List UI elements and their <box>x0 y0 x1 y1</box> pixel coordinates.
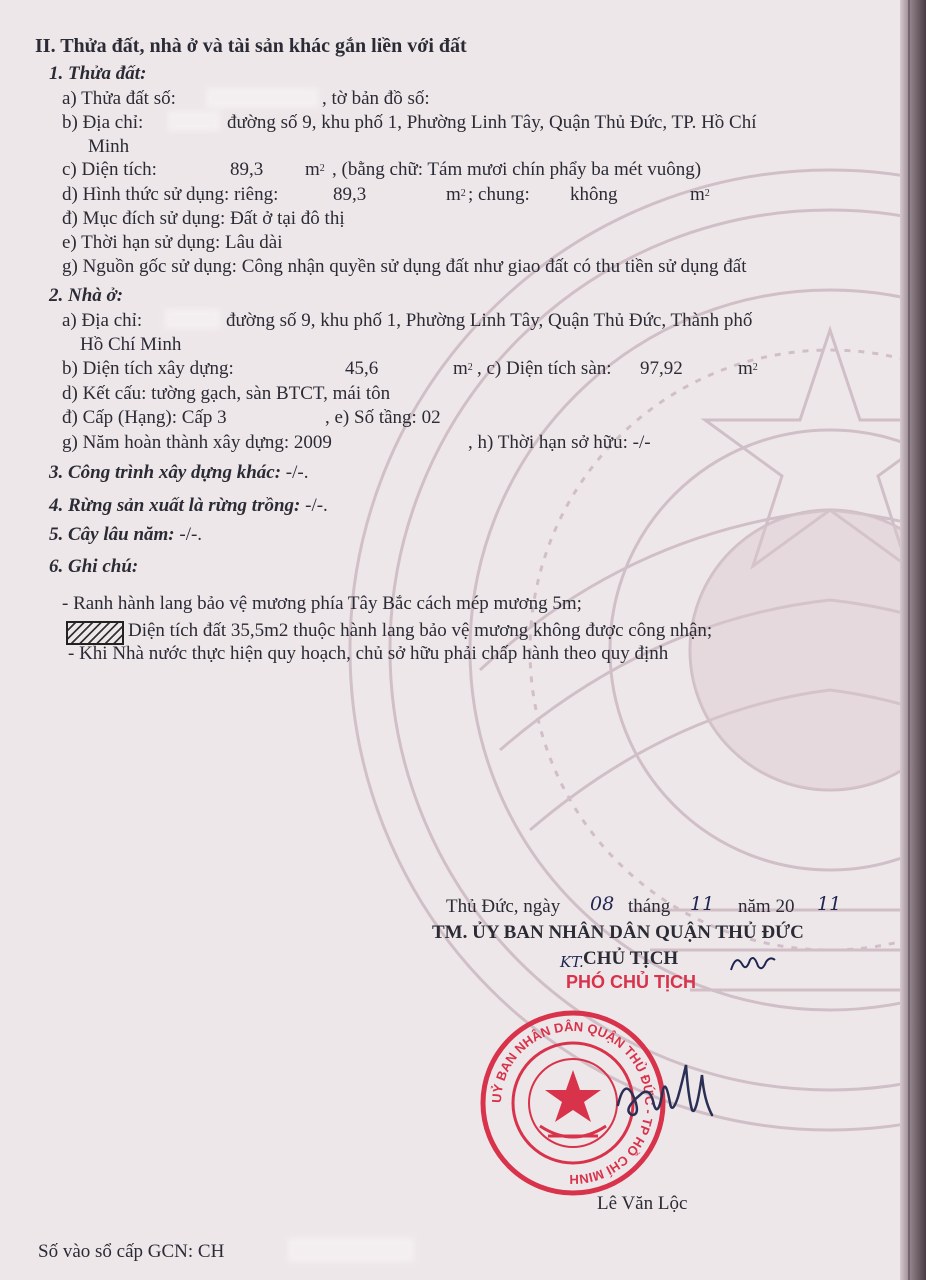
sign-year-label: năm 20 <box>738 896 795 917</box>
hatched-area-legend-icon <box>66 621 124 645</box>
house-heading: 2. Nhà ở: <box>49 285 124 306</box>
floor-area-unit: $m^2$ <box>738 358 758 379</box>
redacted-house-number <box>168 111 220 131</box>
place-date-prefix: Thủ Đức, ngày <box>446 896 561 917</box>
sign-month-label: tháng <box>628 896 671 917</box>
usage-private-unit: $m^2$ <box>446 184 466 205</box>
section-title: II. Thửa đất, nhà ở và tài sản khác gắn liền với đất <box>35 35 467 57</box>
vice-chairman-stamp: PHÓ CHỦ TỊCH <box>566 972 696 992</box>
house-address-line2: Hồ Chí Minh <box>80 334 182 355</box>
page-binding-edge <box>900 0 926 1280</box>
redacted-house-address-number <box>165 309 220 329</box>
initial-signature-mark <box>728 950 778 976</box>
house-grade: đ) Cấp (Hạng): Cấp 3 <box>62 407 227 428</box>
sign-year-suffix: 11 <box>817 893 842 915</box>
built-area-value: 45,6 <box>345 358 379 379</box>
floor-area-label: , c) Diện tích sàn: <box>477 358 612 379</box>
built-area-unit: $m^2$ <box>453 358 473 379</box>
house-completion-year: g) Năm hoàn thành xây dựng: 2009 <box>62 432 332 453</box>
handwritten-signature <box>610 1055 720 1135</box>
note-item-3: - Khi Nhà nước thực hiện quy hoạch, chủ sở hữu phải chấp hành theo quy định <box>68 643 669 664</box>
sign-day: 08 <box>590 893 615 915</box>
authority-title: TM. ỦY BAN NHÂN DÂN QUẬN THỦ ĐỨC <box>432 922 804 943</box>
land-origin: g) Nguồn gốc sử dụng: Công nhận quyền sử dụng đất như giao đất có thu tiền sử dụng đất <box>62 256 747 277</box>
redacted-registry-number <box>288 1238 414 1262</box>
land-purpose: đ) Mục đích sử dụng: Đất ở tại đô thị <box>62 208 345 229</box>
sign-month: 11 <box>690 893 715 915</box>
redacted-lot-number <box>206 88 318 108</box>
usage-common-value: không <box>570 184 618 205</box>
floor-area-value: 97,92 <box>640 358 683 379</box>
land-area-label: c) Diện tích: <box>62 159 157 180</box>
land-address-line2: Minh <box>88 136 130 157</box>
built-area-label: b) Diện tích xây dựng: <box>62 358 234 379</box>
forest-line: 4. Rừng sản xuất là rừng trồng: -/-. <box>49 495 328 516</box>
page-fold-line <box>908 0 910 1280</box>
land-term: e) Thời hạn sử dụng: Lâu dài <box>62 232 283 253</box>
land-area-value: 89,3 <box>230 159 264 180</box>
lot-number-label: a) Thửa đất số: <box>62 88 176 109</box>
house-address-label: a) Địa chỉ: <box>62 310 143 331</box>
seal-text: UỶ BAN NHÂN DÂN QUẬN THỦ ĐỨC - TP HỒ CHÍ MINH <box>488 1018 658 1188</box>
house-address-line1: đường số 9, khu phố 1, Phường Linh Tây, Quận Thủ Đức, Thành phố <box>226 310 753 331</box>
note-item-1: - Ranh hành lang bảo vệ mương phía Tây Bắc cách mép mương 5m; <box>62 593 582 614</box>
perennial-line: 5. Cây lâu năm: -/-. <box>49 524 203 545</box>
notes-heading: 6. Ghi chú: <box>49 556 139 577</box>
kt-mark: KT. <box>560 953 584 971</box>
land-heading: 1. Thửa đất: <box>49 63 147 84</box>
house-structure: d) Kết cấu: tường gạch, sàn BTCT, mái tôn <box>62 383 391 404</box>
land-address-line1: đường số 9, khu phố 1, Phường Linh Tây, Quận Thủ Đức, TP. Hồ Chí <box>227 112 757 133</box>
house-ownership-term: , h) Thời hạn sở hữu: -/- <box>468 432 651 453</box>
signer-name: Lê Văn Lộc <box>597 1193 688 1214</box>
usage-common-label: ; chung: <box>468 184 530 205</box>
land-address-label: b) Địa chỉ: <box>62 112 144 133</box>
note-item-2: Diện tích đất 35,5m2 thuộc hành lang bảo vệ mương không được công nhận; <box>128 620 713 641</box>
land-area-unit: $m^2$ <box>305 159 325 180</box>
land-area-words: , (bằng chữ: Tám mươi chín phẩy ba mét vuông) <box>332 159 702 180</box>
registry-number-label: Số vào sổ cấp GCN: CH <box>38 1241 225 1262</box>
chairman-title: CHỦ TỊCH <box>583 948 679 969</box>
usage-form-label: d) Hình thức sử dụng: riêng: <box>62 184 279 205</box>
usage-common-unit: $m^2$ <box>690 184 710 205</box>
usage-private-value: 89,3 <box>333 184 367 205</box>
map-sheet-label: , tờ bản đồ số: <box>322 88 430 109</box>
house-floors: , e) Số tầng: 02 <box>325 407 441 428</box>
other-works-line: 3. Công trình xây dựng khác: -/-. <box>49 462 309 483</box>
